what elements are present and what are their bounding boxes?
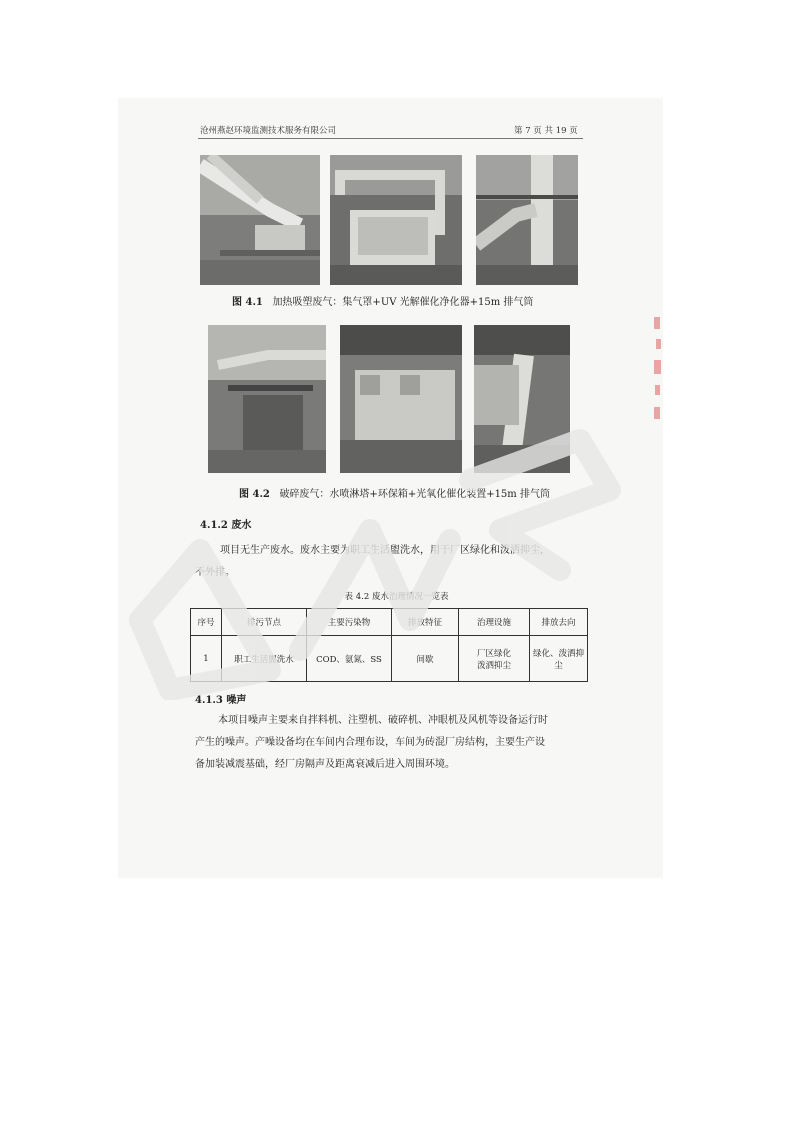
- noise-paragraph: [218, 710, 588, 732]
- cell-facility-line-1: 厂区绿化: [476, 648, 511, 659]
- section-title-wastewater: 4.1.2 废水: [200, 520, 252, 531]
- col-header-destination: 排放去向: [530, 609, 588, 636]
- header-company: 沧州燕赵环境监测技术服务有限公司: [200, 126, 337, 136]
- figure-4-2-label: 图 4.2: [239, 489, 270, 500]
- photo-gas-hood: [200, 155, 320, 285]
- wastewater-paragraph-cont: [195, 562, 565, 584]
- noise-paragraph-cont: [195, 732, 565, 776]
- noise-line-3: 备加装减震基础，经厂房隔声及距离衰减后进入周围环境。: [195, 759, 455, 770]
- wastewater-line-2: 不外排。: [195, 567, 235, 578]
- figure-4-2-caption: [239, 485, 550, 500]
- table-header-row: [191, 609, 588, 636]
- table-row: [191, 636, 588, 682]
- cell-destination: 绿化、泼洒抑尘: [530, 636, 588, 682]
- wastewater-table: [190, 608, 588, 682]
- cell-facility-line-2: 泼洒抑尘: [476, 660, 511, 671]
- col-header-facility: 治理设施: [459, 609, 530, 636]
- cell-node: 职工生活盥洗水: [222, 636, 307, 682]
- wastewater-paragraph: [220, 540, 590, 562]
- col-header-no: 序号: [191, 609, 222, 636]
- section-title-noise: 4.1.3 噪声: [195, 695, 247, 706]
- noise-line-1: 本项目噪声主要来自拌料机、注塑机、破碎机、冲眼机及风机等设备运行时: [218, 715, 548, 726]
- figure-4-1-caption: [232, 293, 533, 308]
- header-divider: [198, 138, 583, 139]
- wastewater-line-1: 项目无生产废水。废水主要为职工生活盥洗水，用于厂区绿化和泼洒抑尘，: [220, 545, 550, 556]
- cell-no: 1: [191, 636, 222, 682]
- cell-pollutants: COD、氨氮、SS: [307, 636, 392, 682]
- photo-exhaust-stack-2: [474, 325, 570, 473]
- figure-4-2-text: 破碎废气：水喷淋塔+环保箱+光氧化催化装置+15m 排气筒: [279, 489, 550, 500]
- photo-uv-purifier: [330, 155, 462, 285]
- cell-facility: [459, 636, 530, 682]
- photo-spray-tower: [208, 325, 326, 473]
- photo-exhaust-stack-1: [476, 155, 578, 285]
- stamp-fragment: [652, 315, 664, 425]
- figure-4-1-text: 加热吸塑废气：集气罩+UV 光解催化净化器+15m 排气筒: [272, 297, 534, 308]
- col-header-feature: 排放特征: [392, 609, 459, 636]
- col-header-pollutants: 主要污染物: [307, 609, 392, 636]
- noise-line-2: 产生的噪声。产噪设备均在车间内合理布设，车间为砖混厂房结构，主要生产设: [195, 737, 545, 748]
- photo-environmental-box: [340, 325, 462, 473]
- figure-4-1-label: 图 4.1: [232, 297, 263, 308]
- table-title: 表 4.2 废水治理情况一览表: [344, 592, 449, 602]
- cell-feature: 间歇: [392, 636, 459, 682]
- header-page-info: 第 7 页 共 19 页: [514, 126, 578, 136]
- col-header-node: 排污节点: [222, 609, 307, 636]
